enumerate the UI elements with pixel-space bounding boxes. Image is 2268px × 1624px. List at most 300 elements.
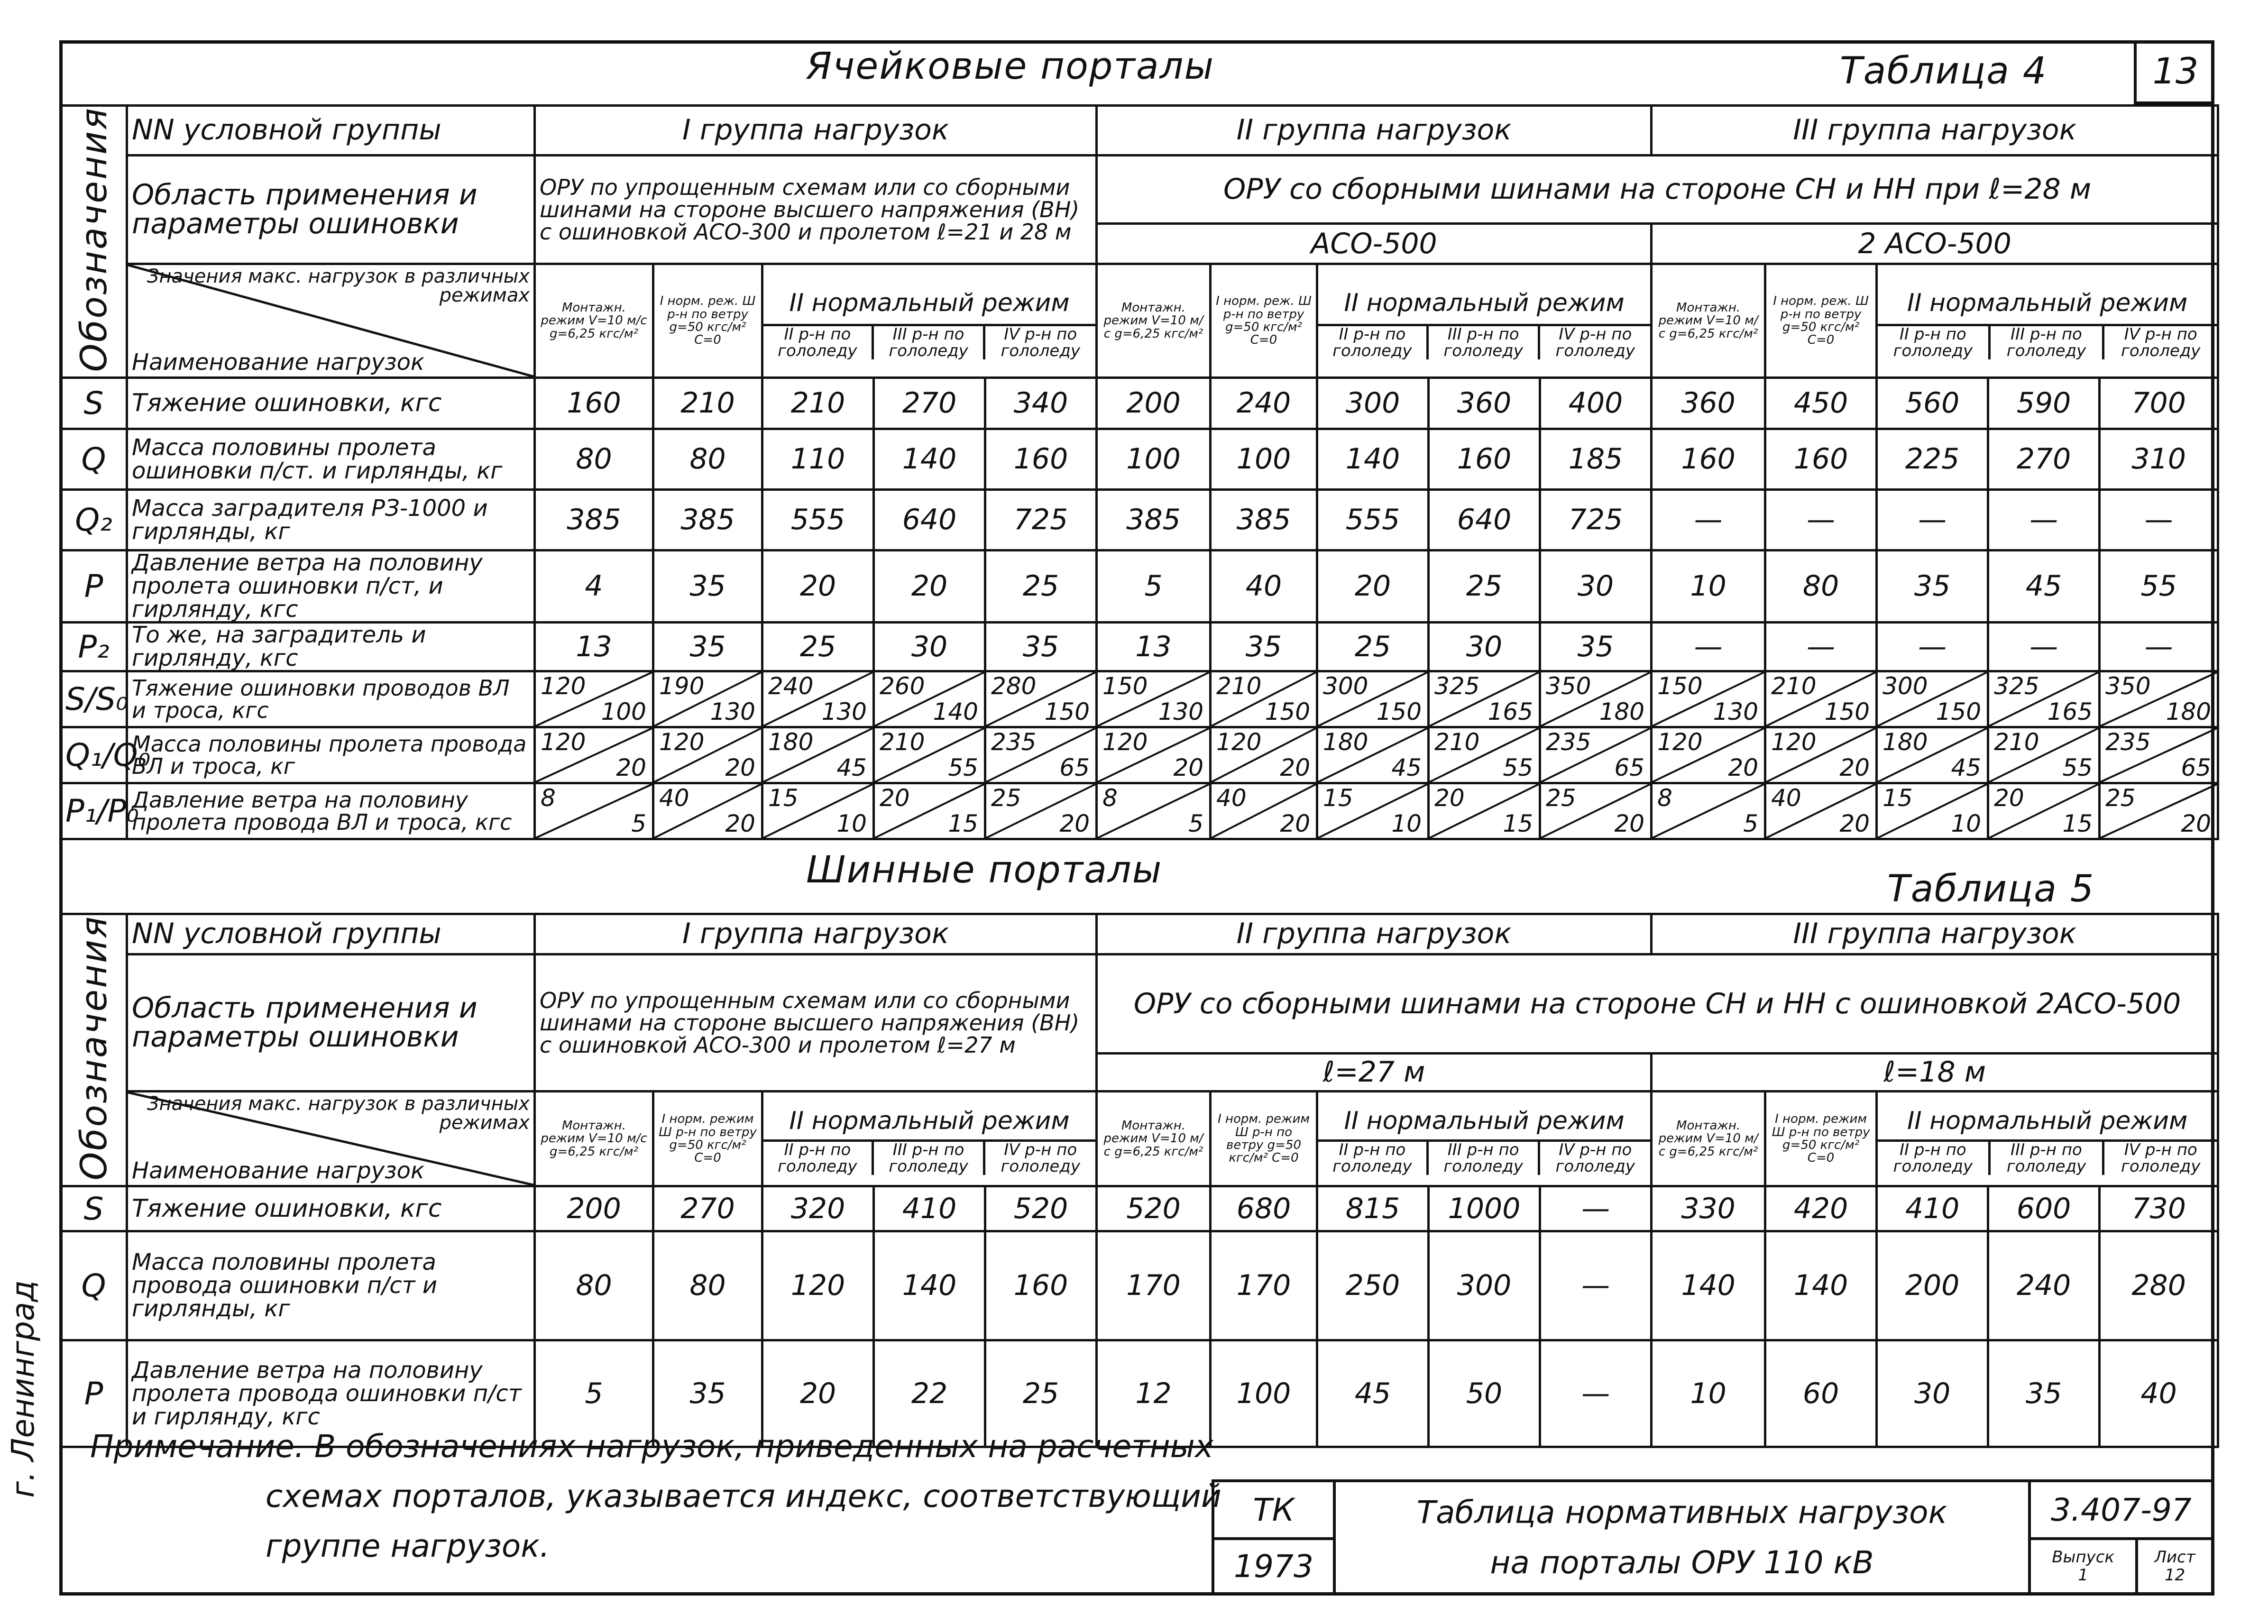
load-value: 10 <box>1652 551 1765 623</box>
pair-lower-value: 150 <box>1265 698 1311 726</box>
pair-lower-value: 180 <box>2166 698 2212 726</box>
load-value-pair <box>1211 671 1317 727</box>
pair-upper-value: 210 <box>1434 728 1480 756</box>
stamp-sheet <box>2137 1539 2213 1594</box>
load-value: 100 <box>1097 429 1211 490</box>
load-value-pair <box>1988 783 2100 839</box>
load-value: 240 <box>1211 378 1317 429</box>
stamp-code: 3.407-97 <box>2029 1481 2213 1539</box>
load-value-pair <box>985 727 1097 783</box>
table5-row <box>61 1231 2218 1340</box>
load-value-pair <box>1429 783 1540 839</box>
load-value-pair <box>1317 727 1429 783</box>
load-name: Давление ветра на половину пролета провода ВЛ и троса, кгс <box>127 783 535 839</box>
pair-upper-value: 235 <box>2105 728 2151 756</box>
pair-upper-value: 280 <box>991 672 1037 700</box>
load-value: 20 <box>874 551 985 623</box>
load-value: 25 <box>762 623 874 671</box>
table4-row <box>61 490 2218 551</box>
pair-upper-value: 300 <box>1323 672 1368 700</box>
pair-upper-value: 210 <box>880 728 925 756</box>
pair-upper-value: 8 <box>1102 784 1118 812</box>
table5-span-group-3: ℓ=18 м <box>1652 1054 2218 1092</box>
note-line-3: группе нагрузок. <box>266 1528 550 1564</box>
load-value: 30 <box>1429 623 1540 671</box>
load-value: 30 <box>1540 551 1652 623</box>
stamp-issue-label: Выпуск <box>2052 1548 2114 1567</box>
pair-lower-value: 20 <box>2181 810 2212 838</box>
load-value-pair <box>2100 783 2218 839</box>
mode-norm1-g2: I норм. реж. Ш р-н по ветру g=50 кгс/м² C=0 <box>1211 264 1317 378</box>
pair-lower-value: 180 <box>1599 698 1645 726</box>
pair-lower-value: 150 <box>1044 698 1090 726</box>
load-value: 730 <box>2100 1186 2218 1231</box>
load-value-pair <box>1097 783 1211 839</box>
note-line-2: схемах порталов, указывается индекс, соответствующий <box>266 1478 1221 1514</box>
load-value-pair <box>1317 783 1429 839</box>
load-value-pair <box>1317 671 1429 727</box>
load-symbol: P₁/P₀ <box>61 783 127 839</box>
load-value: — <box>1765 623 1877 671</box>
load-value: 385 <box>653 490 762 551</box>
load-value: 450 <box>1765 378 1877 429</box>
load-value-pair <box>535 671 653 727</box>
load-value: — <box>2100 623 2218 671</box>
mode-norm1-g1: I норм. режим Ш р-н по ветру g=50 кгс/м² C=0 <box>653 1092 762 1186</box>
load-value: 560 <box>1877 378 1988 429</box>
load-value-pair <box>653 671 762 727</box>
load-value: 80 <box>653 1231 762 1340</box>
load-value: 20 <box>762 551 874 623</box>
load-value: 270 <box>1988 429 2100 490</box>
pair-lower-value: 45 <box>836 754 867 782</box>
load-value: 140 <box>874 429 985 490</box>
pair-upper-value: 25 <box>1546 784 1576 812</box>
load-value: 13 <box>535 623 653 671</box>
load-value: 270 <box>653 1186 762 1231</box>
load-value: 5 <box>1097 551 1211 623</box>
load-value-pair <box>1540 783 1652 839</box>
mode-ice2: II р-н по гололеду <box>1878 325 1989 359</box>
table5-scope-group-1: ОРУ по упрощенным схемам или со сборными шинами на стороне высшего напряжения (ВН) с ошиновкой АСО-300 и пролетом ℓ=27 м <box>535 954 1097 1092</box>
stamp-sheet-label: Лист <box>2154 1548 2195 1567</box>
load-value: 45 <box>1988 551 2100 623</box>
mode-norm1-g3: I норм. режим Ш р-н по ветру g=50 кгс/м² C=0 <box>1765 1092 1877 1186</box>
mode-ice2: II р-н по гололеду <box>1318 325 1427 359</box>
table4-label: Таблица 4 <box>1840 50 2048 92</box>
load-value: 815 <box>1317 1186 1429 1231</box>
mode-normal-g3 <box>1877 264 2218 378</box>
table5 <box>59 913 2219 1448</box>
load-symbol: Q₂ <box>61 490 127 551</box>
load-value-pair <box>985 783 1097 839</box>
pair-lower-value: 20 <box>1614 810 1645 838</box>
table4-body <box>61 378 2218 839</box>
load-value: 640 <box>874 490 985 551</box>
pair-upper-value: 260 <box>880 672 925 700</box>
stamp-org: ТК <box>1213 1481 1334 1539</box>
pair-lower-value: 20 <box>616 754 646 782</box>
pair-upper-value: 210 <box>1216 672 1262 700</box>
table4-scope-group-1: ОРУ по упрощенным схемам или со сборными шинами на стороне высшего напряжения (ВН) с ошиновкой АСО-300 и пролетом ℓ=21 и 28 м <box>535 156 1097 264</box>
pair-lower-value: 20 <box>1173 754 1204 782</box>
load-value-pair <box>762 727 874 783</box>
table4-row <box>61 551 2218 623</box>
pair-upper-value: 20 <box>880 784 910 812</box>
load-value: — <box>2100 490 2218 551</box>
pair-upper-value: 120 <box>541 728 586 756</box>
load-value: 35 <box>653 551 762 623</box>
load-value: 520 <box>985 1186 1097 1231</box>
load-value-pair <box>535 727 653 783</box>
load-value-pair <box>653 783 762 839</box>
load-value: — <box>1540 1231 1652 1340</box>
corner-top-text: Значения макс. нагрузок в различных режимах <box>147 266 530 307</box>
load-value: 300 <box>1429 1231 1540 1340</box>
stamp-issue-value: 1 <box>2078 1565 2088 1585</box>
load-value-pair <box>1988 671 2100 727</box>
mode-normal-g2 <box>1317 1092 1652 1186</box>
load-value: 35 <box>653 1340 762 1447</box>
pair-lower-value: 55 <box>1503 754 1533 782</box>
sheet-number-text: 13 <box>2152 50 2199 92</box>
table4-row <box>61 429 2218 490</box>
load-value-pair <box>1877 671 1988 727</box>
load-name: Масса половины пролета провода ВЛ и троса, кг <box>127 727 535 783</box>
pair-upper-value: 180 <box>768 728 814 756</box>
table4-row <box>61 378 2218 429</box>
load-value-pair <box>2100 727 2218 783</box>
load-value: 725 <box>985 490 1097 551</box>
pair-lower-value: 100 <box>601 698 646 726</box>
mode-mount-g2: Монтажн. режим V=10 м/с g=6,25 кгс/м² <box>1097 1092 1211 1186</box>
load-value: 725 <box>1540 490 1652 551</box>
load-name: Тяжение ошиновки, кгс <box>127 1186 535 1231</box>
load-value-pair <box>762 783 874 839</box>
load-value: 110 <box>762 429 874 490</box>
load-value: 45 <box>1317 1340 1429 1447</box>
load-value: 40 <box>2100 1340 2218 1447</box>
pair-upper-value: 40 <box>1216 784 1247 812</box>
load-value: 170 <box>1211 1231 1317 1340</box>
table4-wire-group-3: 2 АСО-500 <box>1652 224 2218 264</box>
load-value: 340 <box>985 378 1097 429</box>
load-value: 680 <box>1211 1186 1317 1231</box>
load-value-pair <box>1652 783 1765 839</box>
load-value: 160 <box>1429 429 1540 490</box>
load-value: 25 <box>1317 623 1429 671</box>
load-name: Масса половины пролета провода ошиновки п/ст и гирлянды, кг <box>127 1231 535 1340</box>
table4-pair-row <box>61 783 2218 839</box>
pair-lower-value: 165 <box>2047 698 2093 726</box>
load-value: — <box>1540 1186 1652 1231</box>
pair-upper-value: 325 <box>1434 672 1480 700</box>
pair-lower-value: 65 <box>1614 754 1645 782</box>
pair-lower-value: 65 <box>2181 754 2212 782</box>
mode-mount-g3: Монтажн. режим V=10 м/с g=6,25 кгс/м² <box>1652 264 1765 378</box>
pair-upper-value: 180 <box>1323 728 1368 756</box>
load-value-pair <box>1097 727 1211 783</box>
load-symbol: P <box>61 1340 127 1447</box>
mode-norm1-g2: I норм. режим Ш р-н по ветру g=50 кгс/м² C=0 <box>1211 1092 1317 1186</box>
title-block <box>1212 1479 2214 1596</box>
load-value-pair <box>874 783 985 839</box>
stamp-title <box>1334 1481 2029 1594</box>
pair-lower-value: 5 <box>1743 810 1759 838</box>
corner-bottom-text: Наименование нагрузок <box>132 1157 425 1184</box>
load-value: 20 <box>1317 551 1429 623</box>
load-value: 200 <box>535 1186 653 1231</box>
load-value: 330 <box>1652 1186 1765 1231</box>
load-value: 225 <box>1877 429 1988 490</box>
pair-upper-value: 180 <box>1882 728 1928 756</box>
load-value: 20 <box>762 1340 874 1447</box>
table5-span-group-2: ℓ=27 м <box>1097 1054 1652 1092</box>
load-value: 250 <box>1317 1231 1429 1340</box>
mode-ice2: II р-н по гололеду <box>1318 1141 1427 1175</box>
mode-ice4: IV р-н по гололеду <box>1001 325 1080 361</box>
load-value: 25 <box>1429 551 1540 623</box>
load-value: 40 <box>1211 551 1317 623</box>
load-value: 385 <box>1211 490 1317 551</box>
pair-upper-value: 120 <box>1216 728 1262 756</box>
load-value: 30 <box>1877 1340 1988 1447</box>
load-value: 25 <box>985 551 1097 623</box>
load-value: 13 <box>1097 623 1211 671</box>
mode-ice4: IV р-н по гололеду <box>2121 325 2201 361</box>
mode-normal-label: II нормальный режим <box>1878 1103 2217 1141</box>
load-name: Давление ветра на половину пролета ошиновки п/ст, и гирлянду, кгс <box>127 551 535 623</box>
pair-lower-value: 20 <box>1839 810 1870 838</box>
load-value-pair <box>1988 727 2100 783</box>
pair-upper-value: 150 <box>1102 672 1148 700</box>
pair-lower-value: 130 <box>821 698 867 726</box>
table5-title: Шинные порталы <box>806 849 1163 891</box>
load-value: 80 <box>653 429 762 490</box>
load-value: 120 <box>762 1231 874 1340</box>
pair-lower-value: 5 <box>631 810 646 838</box>
load-symbol: P <box>61 551 127 623</box>
load-value: 160 <box>1765 429 1877 490</box>
load-value-pair <box>1765 671 1877 727</box>
pair-upper-value: 8 <box>541 784 556 812</box>
table4-designation-header <box>61 106 127 378</box>
designation-text: Обозначения <box>72 107 115 372</box>
mode-normal-label: II нормальный режим <box>1318 1103 1650 1141</box>
pair-upper-value: 25 <box>2105 784 2136 812</box>
load-value-pair <box>985 671 1097 727</box>
load-symbol: S <box>61 378 127 429</box>
stamp-year: 1973 <box>1213 1539 1334 1594</box>
table4-group-row-label: NN условной группы <box>127 106 535 156</box>
load-symbol: Q <box>61 1231 127 1340</box>
mode-ice3: III р-н по гололеду <box>1989 325 2103 359</box>
pair-lower-value: 55 <box>948 754 978 782</box>
pair-upper-value: 20 <box>1994 784 2024 812</box>
table4-pair-row <box>61 727 2218 783</box>
table4-title: Ячейковые порталы <box>806 45 1215 88</box>
pair-lower-value: 130 <box>1158 698 1204 726</box>
table5-scope-group-2-3: ОРУ со сборными шинами на стороне СН и НН с ошиновкой 2АСО-500 <box>1097 954 2218 1054</box>
pair-upper-value: 8 <box>1657 784 1672 812</box>
mode-ice3: III р-н по гололеду <box>1427 1141 1539 1175</box>
mode-mount-g3: Монтажн. режим V=10 м/с g=6,25 кгс/м² <box>1652 1092 1765 1186</box>
load-value: 1000 <box>1429 1186 1540 1231</box>
pair-lower-value: 5 <box>1188 810 1204 838</box>
table4-corner-header <box>127 264 535 378</box>
load-value: 30 <box>874 623 985 671</box>
pair-lower-value: 65 <box>1059 754 1090 782</box>
load-value-pair <box>1765 783 1877 839</box>
pair-lower-value: 45 <box>1391 754 1422 782</box>
pair-lower-value: 20 <box>1059 810 1090 838</box>
load-value: 35 <box>985 623 1097 671</box>
pair-lower-value: 10 <box>1951 810 1982 838</box>
load-value: — <box>1652 490 1765 551</box>
table4-group-1: I группа нагрузок <box>535 106 1097 156</box>
pair-lower-value: 15 <box>1503 810 1533 838</box>
note-line-1: Примечание. В обозначениях нагрузок, приведенных на расчетных <box>90 1428 1213 1465</box>
pair-upper-value: 120 <box>1657 728 1703 756</box>
load-value: 12 <box>1097 1340 1211 1447</box>
table4 <box>59 104 2219 840</box>
load-value: — <box>1765 490 1877 551</box>
load-value: — <box>1877 490 1988 551</box>
load-symbol: Q <box>61 429 127 490</box>
pair-upper-value: 350 <box>1546 672 1591 700</box>
table5-designation-header <box>61 914 127 1186</box>
mode-ice3: III р-н по гололеду <box>872 1141 984 1175</box>
pair-lower-value: 10 <box>1391 810 1422 838</box>
mode-norm1-g3: I норм. реж. Ш р-н по ветру g=50 кгс/м² C=0 <box>1765 264 1877 378</box>
mode-normal-g3 <box>1877 1092 2218 1186</box>
load-value-pair <box>1877 727 1988 783</box>
load-value: 160 <box>1652 429 1765 490</box>
load-value: 35 <box>1877 551 1988 623</box>
mode-normal-label: II нормальный режим <box>763 283 1095 325</box>
pair-lower-value: 15 <box>948 810 978 838</box>
load-value: 80 <box>535 429 653 490</box>
table4-pair-row <box>61 671 2218 727</box>
load-value: 590 <box>1988 378 2100 429</box>
load-value: 5 <box>535 1340 653 1447</box>
load-value: 420 <box>1765 1186 1877 1231</box>
pair-upper-value: 210 <box>1994 728 2039 756</box>
load-value: 640 <box>1429 490 1540 551</box>
load-value: 160 <box>535 378 653 429</box>
table5-group-2: II группа нагрузок <box>1097 914 1652 954</box>
pair-upper-value: 120 <box>659 728 705 756</box>
mode-norm1-g1: I норм. реж. Ш р-н по ветру g=50 кгс/м² C=0 <box>653 264 762 378</box>
pair-lower-value: 150 <box>1376 698 1422 726</box>
load-name: То же, на заградитель и гирлянду, кгс <box>127 623 535 671</box>
mode-normal-label: II нормальный режим <box>763 1103 1095 1141</box>
load-value: 385 <box>535 490 653 551</box>
pair-upper-value: 150 <box>1657 672 1703 700</box>
load-value: 240 <box>1988 1231 2100 1340</box>
stamp-title-line-1: Таблица нормативных нагрузок <box>1416 1494 1947 1531</box>
load-symbol: S/S₀ <box>61 671 127 727</box>
pair-upper-value: 300 <box>1882 672 1928 700</box>
mode-ice4: IV р-н по гололеду <box>1555 325 1635 361</box>
table5-corner-header <box>127 1092 535 1186</box>
load-value: 320 <box>762 1186 874 1231</box>
stamp-sheet-value: 12 <box>2164 1565 2185 1585</box>
load-name: Тяжение ошиновки проводов ВЛ и троса, кгс <box>127 671 535 727</box>
load-value: 700 <box>2100 378 2218 429</box>
pair-lower-value: 150 <box>1824 698 1870 726</box>
load-value-pair <box>762 671 874 727</box>
load-value: 140 <box>1765 1231 1877 1340</box>
city-label: г. Ленинград <box>5 1280 41 1498</box>
load-value: 35 <box>1540 623 1652 671</box>
load-value: 310 <box>2100 429 2218 490</box>
table4-scope-label: Область применения и параметры ошиновки <box>127 156 535 264</box>
load-value-pair <box>1877 783 1988 839</box>
load-value: 360 <box>1429 378 1540 429</box>
table4-group-3: III группа нагрузок <box>1652 106 2218 156</box>
load-value: — <box>1652 623 1765 671</box>
mode-ice2: II р-н по гололеду <box>1878 1141 1989 1175</box>
load-value: 410 <box>874 1186 985 1231</box>
load-value-pair <box>2100 671 2218 727</box>
load-value-pair <box>1429 727 1540 783</box>
pair-lower-value: 165 <box>1488 698 1533 726</box>
load-value-pair <box>874 727 985 783</box>
mode-mount-g1: Монтажн. режим V=10 м/с g=6,25 кгс/м² <box>535 1092 653 1186</box>
mode-ice2: II р-н по гололеду <box>763 1141 872 1175</box>
sheet-number <box>2134 40 2214 104</box>
table5-group-row-label: NN условной группы <box>127 914 535 954</box>
load-value: 200 <box>1877 1231 1988 1340</box>
pair-upper-value: 210 <box>1771 672 1817 700</box>
mode-normal-g1 <box>762 264 1097 378</box>
pair-upper-value: 120 <box>1771 728 1817 756</box>
load-value-pair <box>1540 727 1652 783</box>
pair-lower-value: 140 <box>933 698 978 726</box>
load-value: 60 <box>1765 1340 1877 1447</box>
load-value: 170 <box>1097 1231 1211 1340</box>
corner-top-text: Значения макс. нагрузок в различных режимах <box>147 1093 530 1134</box>
pair-lower-value: 20 <box>1280 754 1311 782</box>
pair-lower-value: 20 <box>1839 754 1870 782</box>
load-value: 160 <box>985 429 1097 490</box>
table4-row <box>61 623 2218 671</box>
pair-upper-value: 120 <box>1102 728 1148 756</box>
mode-ice2: II р-н по гололеду <box>763 325 872 359</box>
load-name: Масса заградителя РЗ-1000 и гирлянды, кг <box>127 490 535 551</box>
table5-group-1: I группа нагрузок <box>535 914 1097 954</box>
pair-upper-value: 40 <box>1771 784 1801 812</box>
mode-ice4: IV р-н по гололеду <box>1555 1140 1635 1176</box>
load-name: Масса половины пролета ошиновки п/ст. и гирлянды, кг <box>127 429 535 490</box>
table4-group-2: II группа нагрузок <box>1097 106 1652 156</box>
stamp-issue <box>2029 1539 2137 1594</box>
table5-body <box>61 1186 2218 1447</box>
load-value: 100 <box>1211 1340 1317 1447</box>
load-value: 10 <box>1652 1340 1765 1447</box>
load-value-pair <box>535 783 653 839</box>
pair-upper-value: 350 <box>2105 672 2151 700</box>
pair-upper-value: 25 <box>991 784 1021 812</box>
load-value: 360 <box>1652 378 1765 429</box>
load-name: Давление ветра на половину пролета провода ошиновки п/ст и гирлянду, кгс <box>127 1340 535 1447</box>
load-value: 160 <box>985 1231 1097 1340</box>
load-value: 140 <box>1652 1231 1765 1340</box>
load-value-pair <box>874 671 985 727</box>
table5-group-3: III группа нагрузок <box>1652 914 2218 954</box>
load-value: 80 <box>1765 551 1877 623</box>
